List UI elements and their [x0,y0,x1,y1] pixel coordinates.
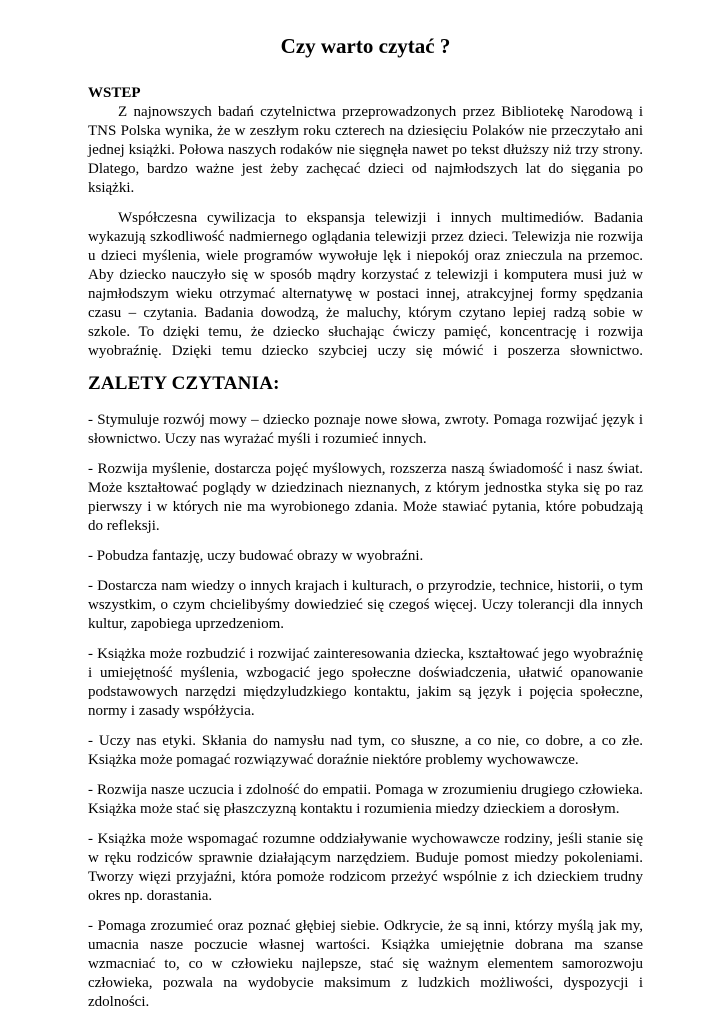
section-heading-zalety: ZALETY CZYTANIA: [88,373,280,394]
benefit-item-8: - Książka może wspomagać rozumne oddziaływanie wychowawcze rodziny, jeśli stanie się w ręku rodziców sprawnie działającym narzędziem. Buduje pomost miedzy pokoleniami. Tworzy więzi przyjaźni, która pomoże rodzicom przeżyć wspólnie z ich dzieckiem trudny okres np. dorastania. [88,831,643,904]
benefit-item-7: - Rozwija nasze uczucia i zdolność do empatii. Pomaga w zrozumieniu drugiego człowieka. Książka może stać się płaszczyzną kontaktu i rozumienia miedzy dzieckiem a dorosłym. [88,782,643,817]
document-title: Czy warto czytać ? [280,34,451,58]
benefit-item-4: - Dostarcza nam wiedzy o innych krajach i kulturach, o przyrodzie, technice, historii, o tym wszystkim, o czym chcielibyśmy dowiedzieć się czegoś więcej. Uczy tolerancji dla innych kultur, zapobiega uprzedzeniom. [88,578,643,632]
benefit-item-3: - Pobudza fantazję, uczy budować obrazy w wyobraźni. [88,548,424,564]
benefit-item-2: - Rozwija myślenie, dostarcza pojęć myślowych, rozszerza naszą świadomość i nasz świat. Może kształtować poglądy w dziedzinach nieznanych, z którym jednostka styka się po raz pierwszy i w których nie ma wyrobionego zdania. Może stawiać pytania, które pobudzają do refleksji. [88,461,643,534]
benefit-item-9: - Pomaga zrozumieć oraz poznać głębiej siebie. Odkrycie, że są inni, którzy myślą jak my, umacnia nasze poczucie własnej wartości. Książka umiejętnie dobrana ma szanse wzmacniać to, co w człowieku najlepsze, stać się ważnym elementem samorozwoju człowieka, pozwala na wydobycie maksimum z ludzkich możliwości, dyspozycji i zdolności. [88,918,643,1010]
benefit-item-1: - Stymuluje rozwój mowy – dziecko poznaje nowe słowa, zwroty. Pomaga rozwijać język i słownictwo. Uczy nas wyrażać myśli i rozumieć innych. [88,412,643,447]
section-heading-wstep: WSTEP [88,85,141,101]
benefit-item-5: - Książka może rozbudzić i rozwijać zainteresowania dziecka, kształtować jego wyobraźnię i umiejętność myślenia, wzbogacić jego społeczne doświadczenia, ułatwić opanowanie podstawowych narzędzi międzyludzkiego kontaktu, jakim są język i pojęcia społeczne, normy i zasady współżycia. [88,646,643,719]
intro-paragraph-1: Z najnowszych badań czytelnictwa przeprowadzonych przez Bibliotekę Narodową i TNS Polska wynika, że w zeszłym roku czterech na dziesięciu Polaków nie przeczytało ani jednej książki. Połowa naszych rodaków nie sięgnęła nawet po tekst dłuższy niż trzy strony. Dlatego, bardzo ważne jest żeby zachęcać dzieci od najmłodszych lat do sięgania po książki. [88,104,643,196]
benefit-item-6: - Uczy nas etyki. Skłania do namysłu nad tym, co słuszne, a co nie, co dobre, a co złe. Książka może pomagać rozwiązywać doraźnie niektóre problemy wychowawcze. [88,733,643,768]
intro-paragraph-2: Współczesna cywilizacja to ekspansja telewizji i innych multimediów. Badania wykazują szkodliwość nadmiernego oglądania telewizji przez dzieci. Telewizja nie rozwija u dzieci myślenia, wiele programów wywołuje lęk i niepokój oraz znieczula na przemoc. Aby dziecko nauczyło się w sposób mądry korzystać z telewizji i komputera musi już w najmłodszym wieku otrzymać alternatywę w postaci innej, atrakcyjnej formy spędzania czasu – czytania. Badania dowodzą, że maluchy, którym czytano lepiej radzą sobie w szkole. To dzięki temu, że dziecko słuchając ćwiczy pamięć, koncentrację i rozwija wyobraźnię. Dzięki temu dziecko szybciej uczy się mówić i poszerza słownictwo. [88,210,643,359]
